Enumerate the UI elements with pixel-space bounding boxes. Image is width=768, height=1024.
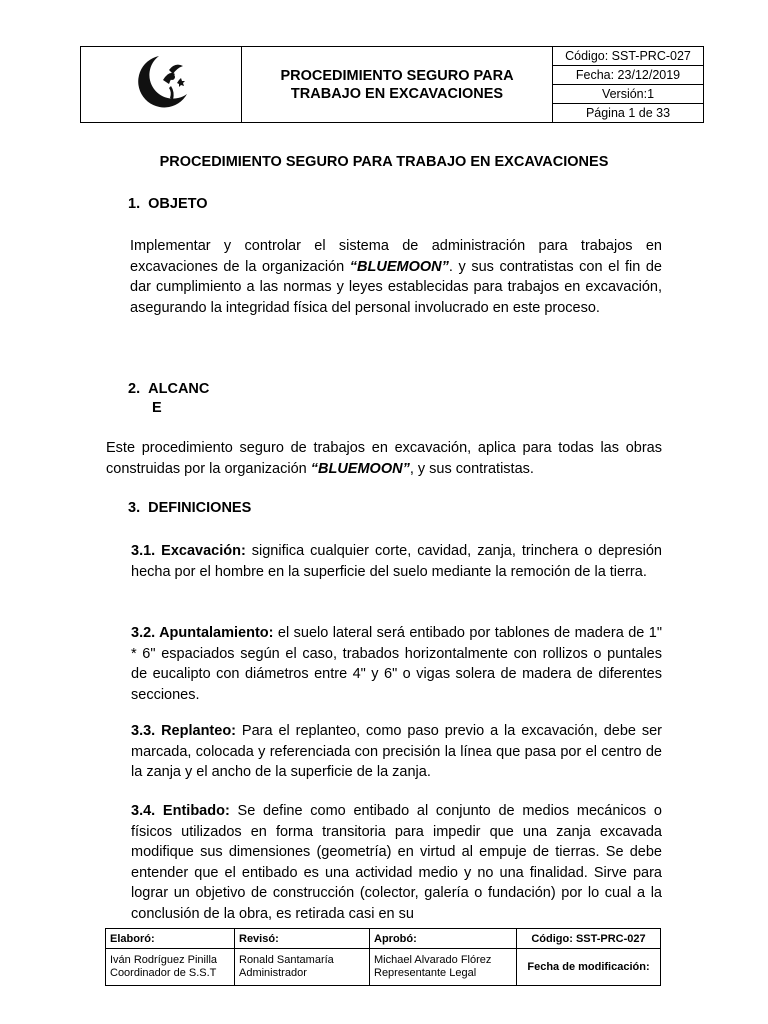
footer-elaboro-label: Elaboró: — [106, 929, 235, 949]
section-objeto-text: Implementar y controlar el sistema de administración para trabajos en excavaciones de la organización “BLUEMOON”. y sus contratistas con el fin de dar cumplimiento a las normas y leyes establecidas para trabajos en excavación, asegurando la integridad física del personal involucrado en este proceso. — [130, 238, 663, 316]
footer-elaboro: Iván Rodríguez Pinilla Coordinador de S.S.T — [106, 949, 235, 986]
header-codigo: Código: SST-PRC-027 — [553, 47, 704, 66]
section-alcance-text: Este procedimiento seguro de trabajos en excavación, aplica para todas las obras construidas por la organización “BLUEMOON”, y sus contratistas. — [106, 440, 662, 477]
footer-aprobo-label: Aprobó: — [370, 929, 517, 949]
document-header-table — [80, 46, 704, 123]
document-title: PROCEDIMIENTO SEGURO PARA TRABAJO EN EXCAVACIONES — [159, 154, 609, 170]
document-footer-table — [105, 928, 661, 986]
section-definiciones-heading: 3. DEFINICIONES — [128, 500, 252, 516]
header-title — [242, 47, 553, 123]
footer-fecha-modificacion: Fecha de modificación: — [517, 949, 661, 986]
definition-apuntalamiento: 3.2. Apuntalamiento: el suelo lateral será entibado por tablones de madera de 1" * 6" espaciados según el caso, trabados horizontalmente con rollizos o puntales de eucalipto con diámetros entre 4" y 6" o vigas solera de madera de diferentes secciones. — [131, 625, 663, 703]
header-pagina: Página 1 de 33 — [553, 104, 704, 123]
header-fecha: Fecha: 23/12/2019 — [553, 66, 704, 85]
org-name: “BLUEMOON” — [349, 258, 449, 275]
section-objeto-heading: 1. OBJETO — [128, 196, 208, 212]
definition-entibado: 3.4. Entibado: Se define como entibado al conjunto de medios mecánicos o físicos utilizados en forma transitoria para impedir que una zanja excavada modifique sus dimensiones (geometría) en virtud al empuje de tierras. Se debe entender que el entibado es una actividad medio y no una finalidad. Sirve para lograr un objetivo de construcción (colector, galería o fundación) por lo cual a la conclusión de la obra, es retirada casi en su — [131, 803, 662, 922]
section-alcance-heading: 2. ALCANC E — [128, 381, 210, 416]
header-title-line2: TRABAJO EN EXCAVACIONES — [290, 85, 504, 102]
logo-cell — [81, 47, 242, 123]
footer-reviso-label: Revisó: — [235, 929, 370, 949]
org-name: “BLUEMOON” — [310, 460, 410, 477]
footer-reviso: Ronald Santamaría Administrador — [235, 949, 370, 986]
footer-codigo: Código: SST-PRC-027 — [517, 929, 661, 949]
footer-aprobo: Michael Alvarado Flórez Representante Legal — [370, 949, 517, 986]
header-title-line1: PROCEDIMIENTO SEGURO PARA — [280, 67, 514, 84]
definition-excavacion: 3.1. Excavación: significa cualquier corte, cavidad, zanja, trinchera o depresión hecha por el hombre en la superficie del suelo mediante la remoción de la tierra. — [131, 543, 662, 580]
header-version: Versión:1 — [553, 85, 704, 104]
definition-replanteo: 3.3. Replanteo: Para el replanteo, como paso previo a la excavación, debe ser marcada, colocada y referenciada con precisión la línea que pasa por el centro de la zanja y el ancho de la superficie de la zanja. — [131, 723, 663, 781]
moon-fairy-logo-icon — [129, 50, 193, 114]
